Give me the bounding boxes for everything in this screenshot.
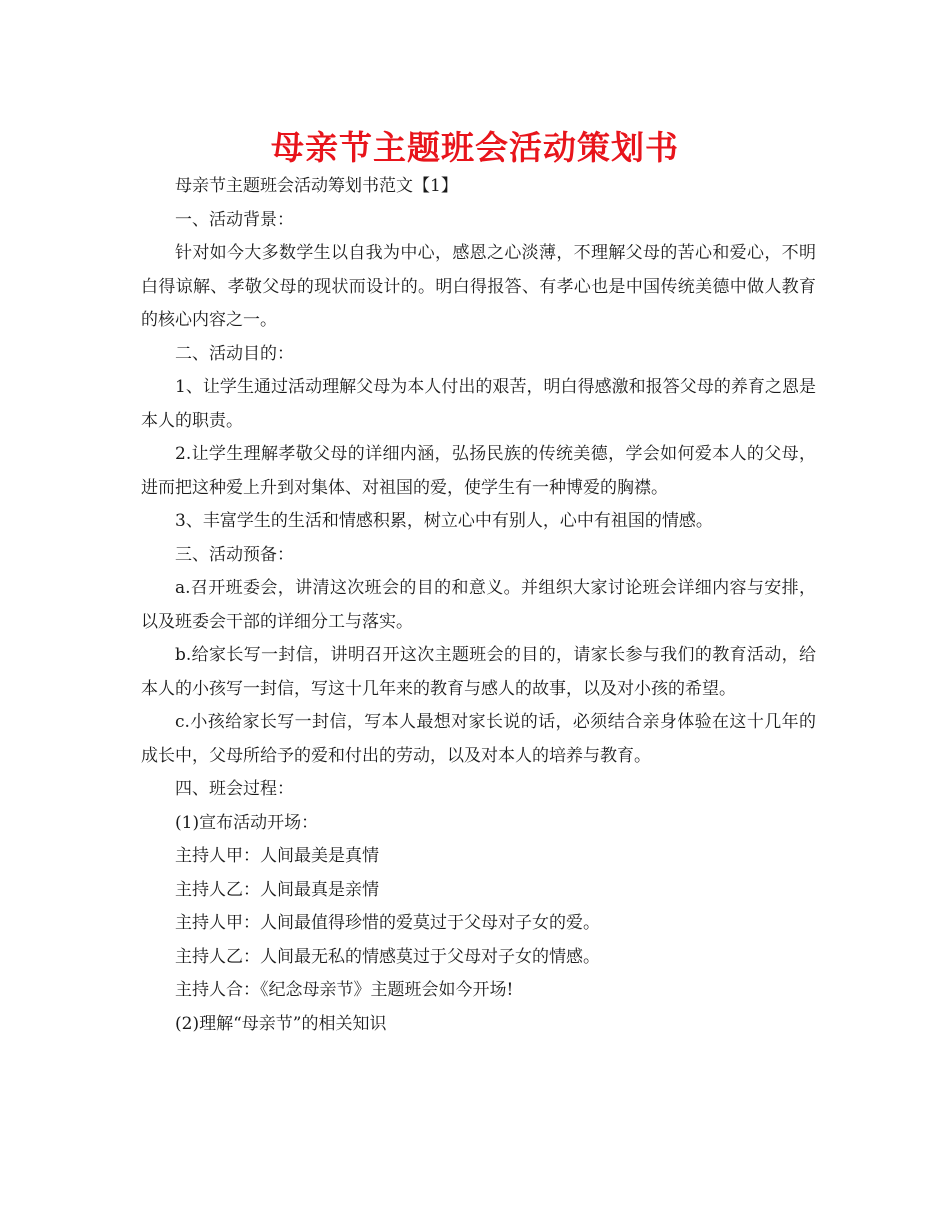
document-title: 母亲节主题班会活动策划书 [271,128,679,167]
paragraph-host-together: 主持人合：《纪念母亲节》主题班会如今开场! [175,980,514,1000]
heading-background: 一、活动背景： [175,209,294,230]
paragraph-background: 针对如今大多数学生以自我为中心，感恩之心淡薄，不理解父母的苦心和爱心，不明白得谅解、孝敬父母的现状而设计的。明白得报答、有孝心也是中国传统美德中做人教育的核心内容之一。 [141,243,816,330]
heading-purpose: 二、活动目的： [175,343,294,364]
document-body [141,170,816,1041]
paragraph-preparation-c: c.小孩给家长写一封信，写本人最想对家长说的话，必须结合亲身体验在这十几年的成长中，父母所给予的爱和付出的劳动，以及对本人的培养与教育。 [141,712,816,766]
paragraph-purpose-3: 3、丰富学生的生活和情感积累，树立心中有别人，心中有祖国的情感。 [175,511,713,531]
heading-process: 四、班会过程： [175,779,294,799]
paragraph-preparation-a: a.召开班委会，讲清这次班会的目的和意义。并组织大家讨论班会详细内容与安排，以及班委会干部的详细分工与落实。 [141,578,816,632]
heading-preparation: 三、活动预备： [175,544,294,565]
paragraph-process-1: (1)宣布活动开场： [175,812,319,833]
paragraph-host-a-1: 主持人甲：人间最美是真情 [175,846,379,866]
paragraph-process-2: (2)理解“母亲节”的相关知识 [175,1013,387,1034]
paragraph-host-b-1: 主持人乙：人间最真是亲情 [175,879,379,900]
paragraph-purpose-2: 2.让学生理解孝敬父母的详细内涵，弘扬民族的传统美德，学会如何爱本人的父母，进而把这种爱上升到对集体、对祖国的爱，使学生有一种博爱的胸襟。 [141,444,816,498]
paragraph-subtitle: 母亲节主题班会活动筹划书范文【1】 [175,176,458,196]
paragraph-host-b-2: 主持人乙：人间最无私的情感莫过于父母对子女的情感。 [175,946,600,967]
paragraph-preparation-b: b.给家长写一封信，讲明召开这次主题班会的目的，请家长参与我们的教育活动，给本人的小孩写一封信，写这十几年来的教育与感人的故事，以及对小孩的希望。 [141,645,816,699]
paragraph-purpose-1: 1、让学生通过活动理解父母为本人付出的艰苦，明白得感激和报答父母的养育之恩是本人的职责。 [141,377,816,431]
paragraph-host-a-2: 主持人甲：人间最值得珍惜的爱莫过于父母对子女的爱。 [175,913,600,933]
